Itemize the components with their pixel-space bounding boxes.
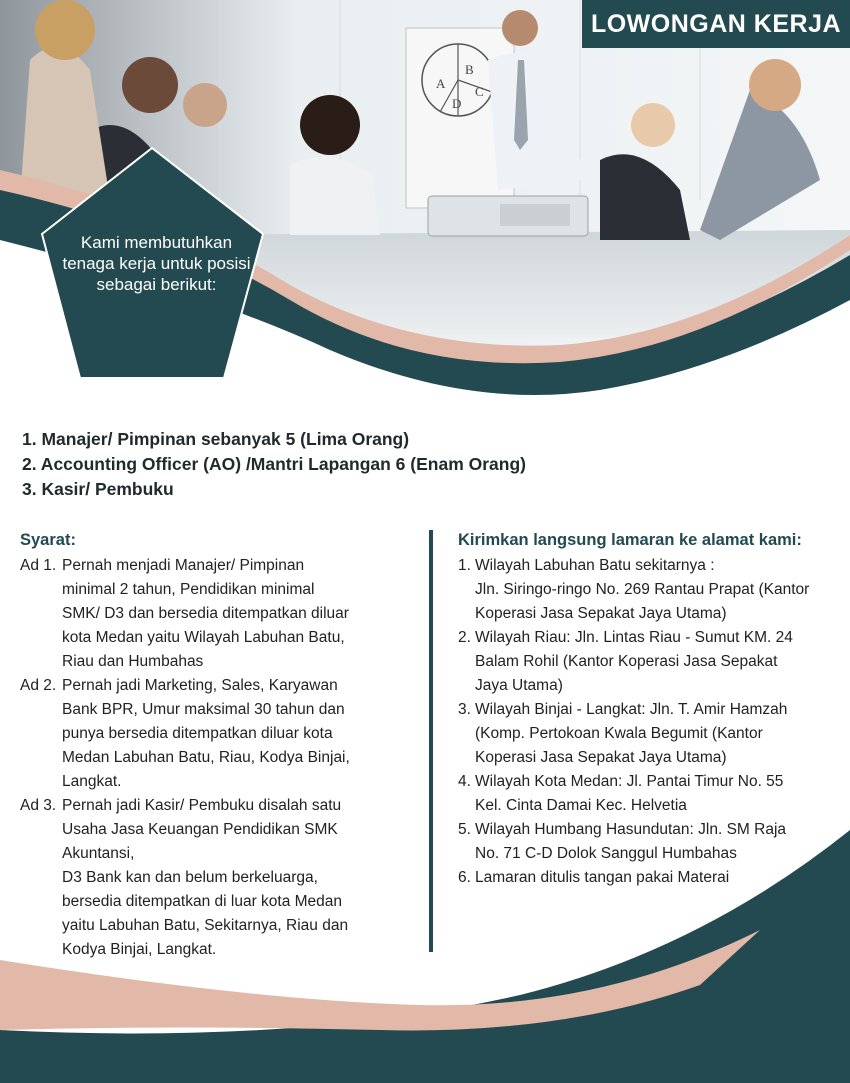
requirement-line: Pernah jadi Marketing, Sales, Karyawan: [62, 677, 338, 694]
requirement-line: Usaha Jasa Keuangan Pendidikan SMK: [62, 821, 338, 838]
address-item: [458, 698, 843, 770]
requirement-text: [62, 554, 349, 674]
requirement-line: Medan Labuhan Batu, Riau, Kodya Binjai,: [62, 749, 350, 766]
address-number: 3.: [458, 701, 471, 718]
address-number: 6.: [458, 869, 471, 886]
requirement-line: yaitu Labuhan Batu, Sekitarnya, Riau dan: [62, 917, 349, 934]
position-item: 1. Manajer/ Pimpinan sebanyak 5 (Lima Orang): [22, 429, 410, 449]
requirement-item: [20, 554, 400, 674]
address-line: Wilayah Kota Medan: Jl. Pantai Timur No. 55: [475, 773, 784, 790]
chart-letter: D: [452, 96, 462, 111]
address-item: [458, 554, 843, 626]
address-line: Lamaran ditulis tangan pakai Materai: [475, 869, 730, 886]
requirement-line: D3 Bank kan dan belum berkeluarga,: [62, 869, 318, 886]
footer-wave: [0, 820, 850, 1083]
requirement-line: punya bersedia ditempatkan diluar kota: [62, 725, 333, 742]
requirement-line: SMK/ D3 dan bersedia ditempatkan diluar: [62, 605, 349, 622]
address-line: Balam Rohil (Kantor Koperasi Jasa Sepakat: [475, 653, 778, 670]
address-line: Wilayah Binjai - Langkat: Jln. T. Amir Hamzah: [475, 701, 788, 718]
address-line: Koperasi Jasa Sepakat Jaya Utama): [475, 749, 727, 766]
requirement-item: [20, 674, 400, 794]
address-line: Wilayah Labuhan Batu sekitarnya :: [475, 557, 715, 574]
address-text: [475, 554, 809, 626]
address-line: Jaya Utama): [475, 677, 563, 694]
address-line: (Komp. Pertokoan Kwala Begumit (Kantor: [475, 725, 763, 742]
chart-letter: A: [436, 76, 446, 91]
address-line: Wilayah Riau: Jln. Lintas Riau - Sumut KM. 24: [475, 629, 793, 646]
requirements-title: Syarat:: [20, 531, 76, 549]
chart-letter: B: [465, 62, 474, 77]
requirement-label: Ad 1.: [20, 557, 57, 574]
requirement-label: Ad 3.: [20, 797, 57, 814]
intro-pentagon: [40, 146, 265, 382]
address-item: [458, 770, 843, 818]
requirement-text: [62, 674, 350, 794]
positions-list: [22, 427, 526, 502]
addresses-title: Kirimkan langsung lamaran ke alamat kami:: [458, 531, 802, 549]
address-line: Jln. Siringo-ringo No. 269 Rantau Prapat (Kantor: [475, 581, 810, 598]
address-line: Wilayah Humbang Hasundutan: Jln. SM Raja: [475, 821, 787, 838]
requirement-line: kota Medan yaitu Wilayah Labuhan Batu,: [62, 629, 345, 646]
address-text: [475, 698, 787, 770]
requirement-line: Akuntansi,: [62, 845, 135, 862]
position-item: 2. Accounting Officer (AO) /Mantri Lapangan 6 (Enam Orang): [22, 454, 526, 474]
address-text: [475, 626, 793, 698]
requirement-line: Langkat.: [62, 773, 122, 790]
chart-letter: C: [475, 84, 484, 99]
requirement-line: Riau dan Humbahas: [62, 653, 204, 670]
job-vacancy-badge: LOWONGAN KERJA: [582, 0, 850, 48]
address-item: [458, 626, 843, 698]
requirement-line: Pernah menjadi Manajer/ Pimpinan: [62, 557, 305, 574]
address-line: Kel. Cinta Damai Kec. Helvetia: [475, 797, 687, 814]
address-text: [475, 770, 783, 818]
requirement-line: Kodya Binjai, Langkat.: [62, 941, 217, 958]
position-item: 3. Kasir/ Pembuku: [22, 479, 174, 499]
address-line: Koperasi Jasa Sepakat Jaya Utama): [475, 605, 727, 622]
requirement-line: Pernah jadi Kasir/ Pembuku disalah satu: [62, 797, 342, 814]
requirement-line: minimal 2 tahun, Pendidikan minimal: [62, 581, 315, 598]
requirement-line: Bank BPR, Umur maksimal 30 tahun dan: [62, 701, 345, 718]
address-number: 4.: [458, 773, 471, 790]
intro-text: Kami membutuhkan tenaga kerja untuk posisi sebagai berikut:: [62, 233, 251, 294]
address-number: 1.: [458, 557, 471, 574]
address-number: 5.: [458, 821, 471, 838]
address-number: 2.: [458, 629, 471, 646]
address-line: No. 71 C-D Dolok Sanggul Humbahas: [475, 845, 737, 862]
requirement-line: bersedia ditempatkan di luar kota Medan: [62, 893, 343, 910]
requirement-label: Ad 2.: [20, 677, 57, 694]
